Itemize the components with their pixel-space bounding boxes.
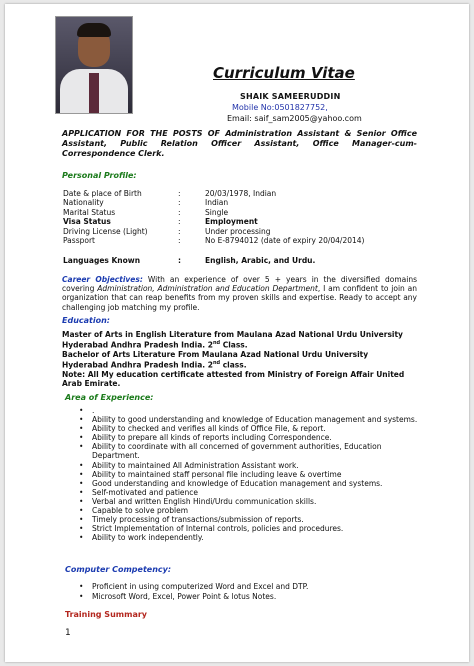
profile-colon: : — [178, 236, 181, 246]
list-item: • Ability to maintained staff personal file including leave & overtime — [79, 470, 419, 479]
education-text: Hyderabad Andhra Pradesh India. 2 — [62, 360, 213, 370]
list-item: • Ability to work independently. — [79, 533, 419, 542]
profile-row — [63, 217, 405, 226]
list-item: • . — [79, 406, 419, 415]
profile-row — [63, 208, 405, 217]
mobile-number[interactable]: Mobile No:0501827752, — [232, 103, 328, 112]
list-item: • Capable to solve problem — [79, 506, 419, 515]
profile-value: Indian — [205, 198, 229, 208]
education-heading: Education: — [62, 316, 110, 325]
list-item: • Ability to coordinate with all concerned of government authorities, Education Department. — [79, 442, 419, 460]
career-text-1: With an experience of over 5 + years in the diversified domains covering — [62, 275, 417, 294]
education-line — [62, 339, 418, 350]
profile-colon: : — [178, 189, 181, 198]
career-objectives-heading: Career Objectives: — [62, 275, 143, 284]
profile-label: Driving License (Light) — [63, 226, 148, 236]
career-text-2: , I am confident to join an organization that can reap benefits from my proven skills and expertise. Ready to accept any challenging job matching my profile. — [62, 284, 417, 312]
profile-colon: : — [178, 226, 181, 236]
profile-row — [63, 236, 405, 245]
photo-tie — [89, 73, 99, 113]
education-ordinal: nd — [212, 340, 221, 347]
list-item: • Good understanding and knowledge of Education management and systems. — [79, 479, 419, 488]
candidate-name: SHAIK SAMEERUDDIN — [240, 92, 341, 101]
profile-label: Date & place of Birth — [63, 189, 142, 198]
languages-colon: : — [178, 256, 181, 265]
profile-photo — [55, 16, 133, 114]
profile-label: Nationality — [63, 198, 104, 208]
list-item: • Verbal and written English Hindi/Urdu communication skills. — [79, 497, 419, 506]
profile-colon: : — [178, 217, 181, 227]
education-text: class. — [220, 360, 247, 370]
profile-value: No E-8794012 (date of expiry 20/04/2014) — [205, 236, 365, 246]
profile-value: Employment — [205, 217, 258, 227]
education-note: Note: All My education certificate attested from Ministry of Foreign Affair United Arab Emirate. — [62, 369, 405, 389]
profile-row — [63, 189, 405, 198]
education-details — [62, 330, 418, 388]
list-item: • Self-motivated and patience — [79, 488, 419, 497]
page-number: 1 — [65, 628, 71, 638]
computer-competency-list — [79, 582, 419, 602]
profile-value: Single — [205, 207, 229, 217]
list-item: • Strict Implementation of Internal controls, policies and procedures. — [79, 524, 419, 533]
list-item: • Timely processing of transactions/submission of reports. — [79, 515, 419, 524]
education-line: Master of Arts in English Literature from Maulana Azad National Urdu University — [62, 330, 403, 339]
profile-value: Under processing — [205, 226, 271, 236]
education-ordinal: nd — [212, 360, 221, 367]
career-objectives — [62, 275, 417, 312]
list-item: • Microsoft Word, Excel, Power Point & lotus Notes. — [79, 592, 419, 602]
profile-row — [63, 227, 405, 236]
personal-profile-heading: Personal Profile: — [62, 171, 137, 180]
career-text-italic: Administration, Administration and Education Department — [97, 284, 318, 294]
profile-colon: : — [178, 207, 181, 217]
email-address[interactable]: Email: saif_sam2005@yahoo.com — [227, 114, 362, 123]
education-line — [62, 359, 418, 370]
resume-page — [5, 4, 469, 662]
experience-heading: Area of Experience: — [65, 393, 154, 402]
document-title: Curriculum Vitae — [213, 64, 355, 82]
personal-profile-table — [63, 189, 405, 245]
list-item: • Ability to prepare all kinds of reports including Correspondence. — [79, 433, 419, 442]
list-item: • Ability to checked and verifies all kinds of Office File, & report. — [79, 424, 419, 433]
list-item: • Ability to good understanding and knowledge of Education management and systems. — [79, 415, 419, 424]
list-item: • Ability to maintained All Administration Assistant work. — [79, 461, 419, 470]
profile-colon: : — [178, 198, 181, 208]
languages-value: English, Arabic, and Urdu. — [205, 256, 316, 265]
education-line: Bachelor of Arts Literature From Maulana Azad National Urdu University — [62, 349, 369, 359]
profile-label: Marital Status — [63, 207, 116, 217]
education-text: Hyderabad Andhra Pradesh India. 2 — [62, 340, 213, 350]
profile-row — [63, 198, 405, 207]
photo-hair — [77, 23, 111, 37]
languages-label: Languages Known — [63, 256, 141, 265]
profile-label: Visa Status — [63, 217, 111, 227]
languages-row — [63, 256, 315, 265]
education-text: Class. — [220, 340, 248, 350]
experience-list — [79, 406, 419, 542]
training-summary-heading: Training Summary — [65, 610, 147, 619]
profile-value: 20/03/1978, Indian — [205, 189, 277, 198]
list-item: • Proficient in using computerized Word and Excel and DTP. — [79, 582, 419, 592]
computer-competency-heading: Computer Competency: — [65, 565, 172, 574]
profile-label: Passport — [63, 236, 95, 246]
application-statement: APPLICATION FOR THE POSTS OF Administration Assistant & Senior Office Assistant, Public Relation Officer Assistant, Office Manager-cum-Correspondence Clerk. — [62, 129, 417, 158]
